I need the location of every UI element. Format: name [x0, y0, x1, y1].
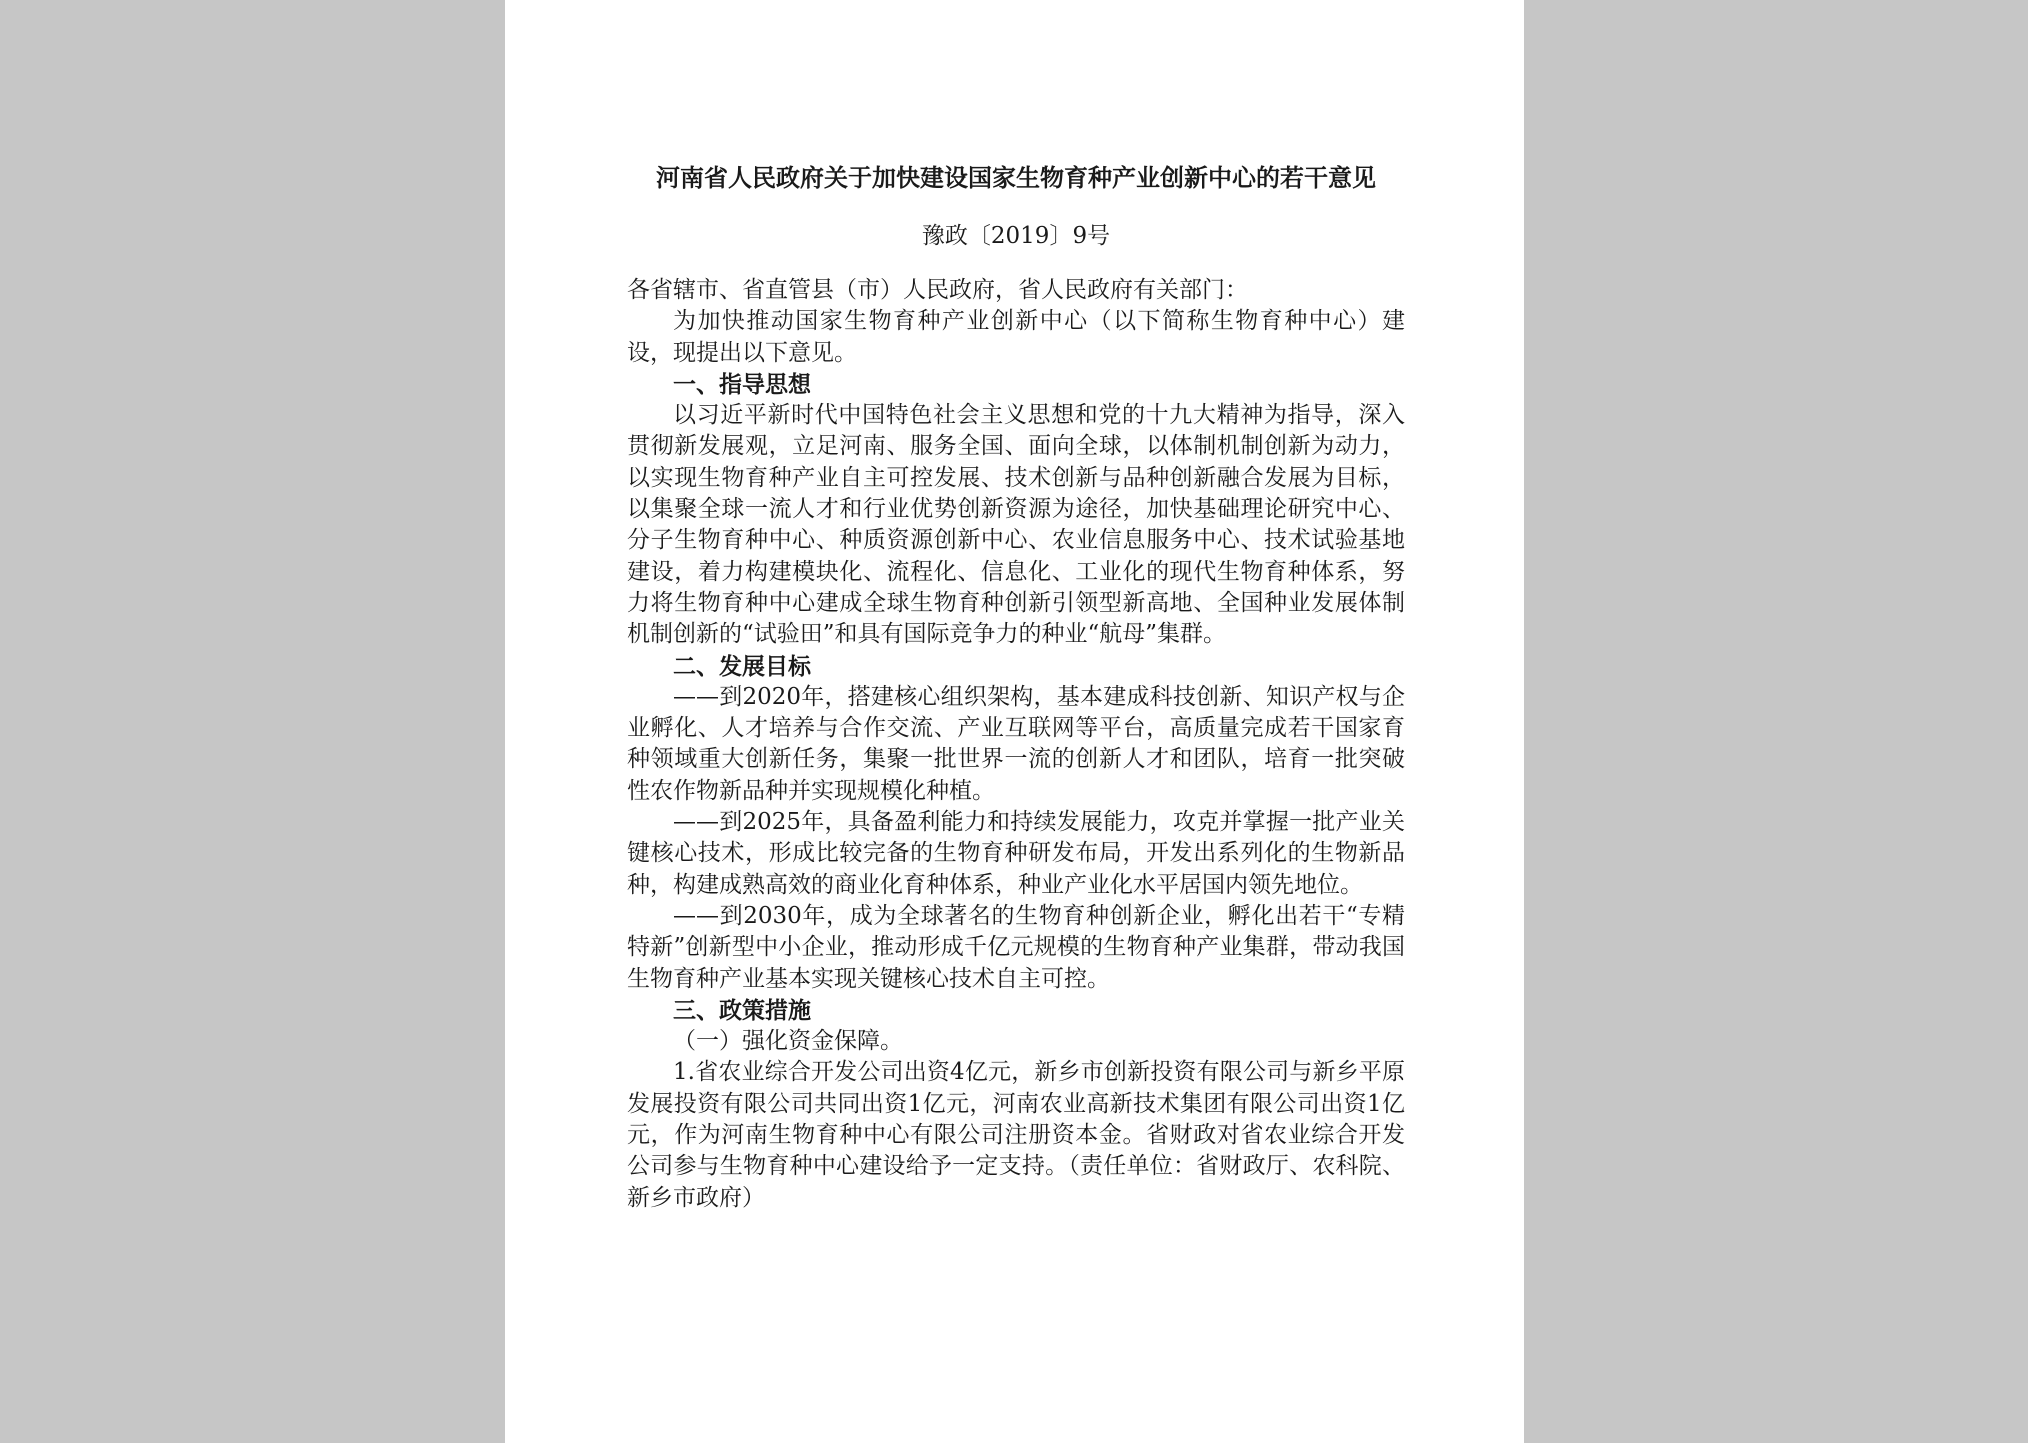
paragraph-goal-2030: ——到2030年，成为全球著名的生物育种创新企业，孵化出若干“专精特新”创新型中小企业，推动形成千亿元规模的生物育种产业集群，带动我国生物育种产业基本实现关键核心技术自主可控。 — [627, 902, 1405, 992]
paragraph-goal-2020: ——到2020年，搭建核心组织架构，基本建成科技创新、知识产权与企业孵化、人才培养与合作交流、产业互联网等平台，高质量完成若干国家育种领域重大创新任务，集聚一批世界一流的创新人才和团队，培育一批突破性农作物新品种并实现规模化种植。 — [627, 683, 1405, 804]
paragraph-goal-2025: ——到2025年，具备盈利能力和持续发展能力，攻克并掌握一批产业关键核心技术，形成比较完备的生物育种研发布局，开发出系列化的生物新品种，构建成熟高效的商业化育种体系，种业产业化水平居国内领先地位。 — [627, 809, 1405, 898]
subsection-funding: （一）强化资金保障。 — [673, 1028, 903, 1055]
section-heading-guiding-thought: 一、指导思想 — [673, 370, 811, 398]
document-content — [627, 158, 1405, 1214]
paragraph-guiding-thought: 以习近平新时代中国特色社会主义思想和党的十九大精神为指导，深入贯彻新发展观，立足河南、服务全国、面向全球，以体制机制创新为动力，以实现生物育种产业自主可控发展、技术创新与品种创新融合发展为目标，以集聚全球一流人才和行业优势创新资源为途径，加快基础理论研究中心、分子生物育种中心、种质资源创新中心、农业信息服务中心、技术试验基地建设，着力构建模块化、流程化、信息化、工业化的现代生物育种体系，努力将生物育种中心建成全球生物育种创新引领型新高地、全国种业发展体制机制创新的“试验田”和具有国际竞争力的种业“航母”集群。 — [627, 402, 1405, 648]
paragraph-funding-item-1: 1.省农业综合开发公司出资4亿元，新乡市创新投资有限公司与新乡平原发展投资有限公司共同出资1亿元，河南农业高新技术集团有限公司出资1亿元，作为河南生物育种中心有限公司注册资本金。省财政对省农业综合开发公司参与生物育种中心建设给予一定支持。（责任单位：省财政厅、农科院、新乡市政府） — [627, 1059, 1405, 1211]
document-page — [505, 0, 1524, 1443]
section-heading-development-goals: 二、发展目标 — [673, 652, 811, 680]
addressee: 各省辖市、省直管县（市）人民政府，省人民政府有关部门： — [627, 277, 1248, 303]
intro-paragraph: 为加快推动国家生物育种产业创新中心（以下简称生物育种中心）建设，现提出以下意见。 — [627, 308, 1405, 366]
document-number: 豫政〔2019〕9号 — [921, 223, 1111, 249]
section-heading-policy-measures: 三、政策措施 — [673, 996, 811, 1024]
document-title: 河南省人民政府关于加快建设国家生物育种产业创新中心的若干意见 — [656, 163, 1376, 192]
